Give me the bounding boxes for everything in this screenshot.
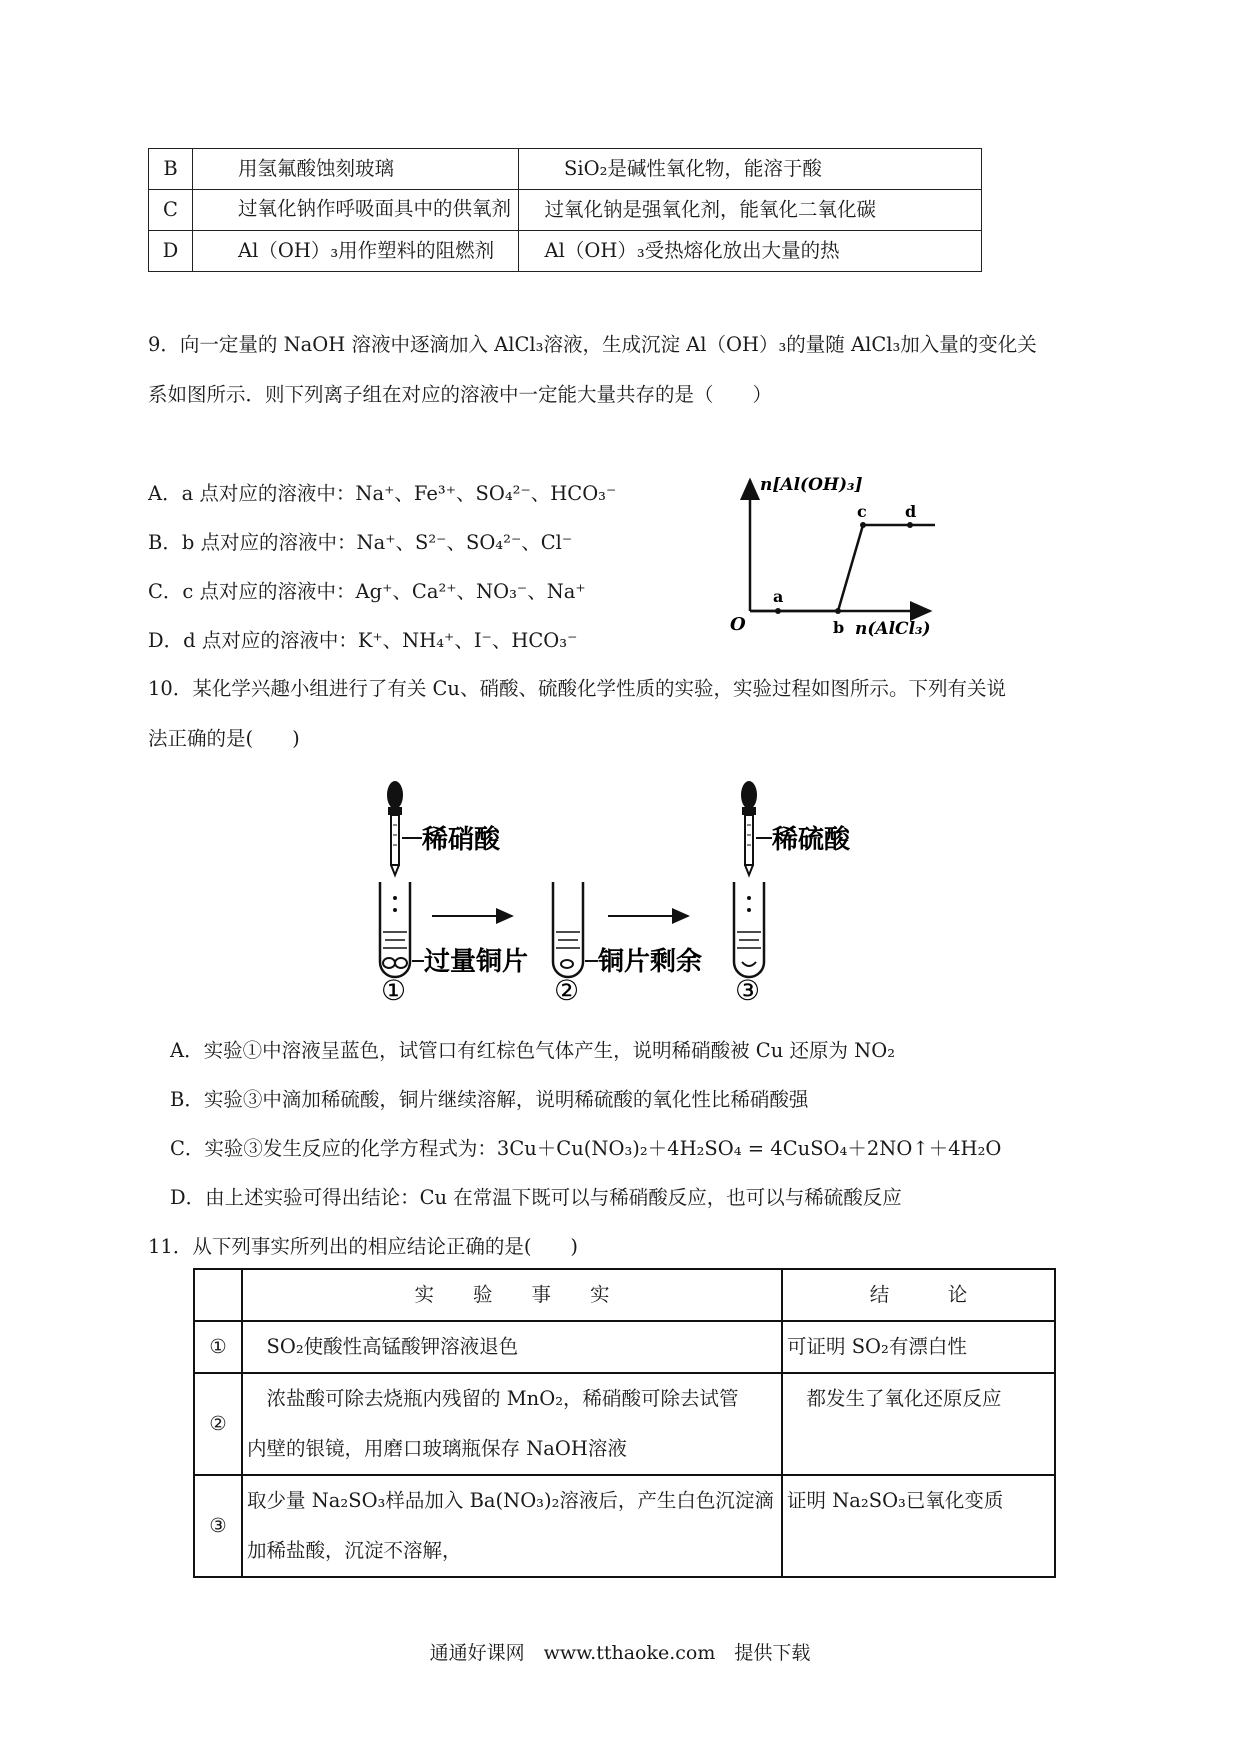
table-row	[149, 149, 982, 190]
q10-option-b: B．实验③中滴加稀硫酸，铜片继续溶解，说明稀硫酸的氧化性比稀硝酸强	[170, 1088, 809, 1111]
test-tube-1	[380, 882, 410, 977]
q9-option-c: C．c 点对应的溶液中：Ag⁺、Ca²⁺、NO₃⁻、Na⁺	[148, 580, 586, 603]
q10-experiment-figure	[370, 780, 890, 1005]
q10-option-c: C．实验③发生反应的化学方程式为：3Cu＋Cu(NO₃)₂＋4H₂SO₄ = 4CuSO₄＋2NO↑＋4H₂O	[170, 1137, 1002, 1160]
fact-cell: 取少量 Na₂SO₃样品加入 Ba(NO₃)₂溶液后，产生白色沉淀滴 加稀盐酸，沉淀不溶解，	[242, 1475, 782, 1577]
dropper-2	[741, 781, 757, 875]
reason-cell: 过氧化钠是强氧化剂，能氧化二氧化碳	[519, 190, 982, 231]
label-dilute-nitric-acid: 稀硝酸	[422, 825, 501, 855]
q9-option-d: D．d 点对应的溶液中：K⁺、NH₄⁺、I⁻、HCO₃⁻	[148, 629, 578, 652]
option-letter: C	[149, 190, 193, 231]
y-axis-label: n[Al(OH)₃]	[760, 475, 863, 495]
table-row	[194, 1475, 1055, 1577]
fact-cell: 浓盐酸可除去烧瓶内残留的 MnO₂，稀硝酸可除去试管 内壁的银镜，用磨口玻璃瓶保存 NaOH溶液	[242, 1373, 782, 1475]
test-tube-3	[734, 882, 764, 977]
label-d: d	[905, 502, 917, 521]
row-num: ②	[194, 1373, 242, 1475]
table-row	[149, 231, 982, 272]
q9-option-a: A．a 点对应的溶液中：Na⁺、Fe³⁺、SO₄²⁻、HCO₃⁻	[148, 482, 617, 505]
q10-option-d: D．由上述实验可得出结论：Cu 在常温下既可以与稀硝酸反应，也可以与稀硫酸反应	[170, 1186, 902, 1209]
point-b	[835, 608, 841, 614]
header-fact: 实 验 事 实	[242, 1269, 782, 1321]
option-letter: D	[149, 231, 193, 272]
dropper-1	[387, 781, 403, 875]
conclusion-cell: 都发生了氧化还原反应	[782, 1373, 1055, 1475]
step-2-label: ②	[554, 974, 580, 1005]
point-d	[907, 522, 913, 528]
label-b: b	[833, 618, 845, 637]
application-cell: 过氧化钠作呼吸面具中的供氧剂	[193, 190, 519, 231]
table-row	[194, 1321, 1055, 1373]
q9-graph	[730, 470, 960, 640]
reason-cell: SiO₂是碱性氧化物，能溶于酸	[519, 149, 982, 190]
fact-cell: SO₂使酸性高锰酸钾溶液退色	[242, 1321, 782, 1373]
conclusion-cell: 证明 Na₂SO₃已氧化变质	[782, 1475, 1055, 1577]
step-1-label: ①	[381, 974, 407, 1005]
application-cell: 用氢氟酸蚀刻玻璃	[193, 149, 519, 190]
table-q11	[193, 1268, 1056, 1578]
table-header-row	[194, 1269, 1055, 1321]
table-row	[194, 1373, 1055, 1475]
row-num: ①	[194, 1321, 242, 1373]
page-footer: 通通好课网 www.tthaoke.com 提供下载	[429, 1642, 811, 1664]
header-conclusion: 结 论	[782, 1269, 1055, 1321]
reason-cell: Al（OH）₃受热熔化放出大量的热	[519, 231, 982, 272]
x-axis-label: n(AlCl₃)	[855, 619, 931, 639]
table-q8-options	[148, 148, 982, 272]
q10-stem-line1: 10．某化学兴趣小组进行了有关 Cu、硝酸、硫酸化学性质的实验，实验过程如图所示。下列有关说	[148, 677, 1006, 700]
q9-option-b: B．b 点对应的溶液中：Na⁺、S²⁻、SO₄²⁻、Cl⁻	[148, 531, 573, 554]
test-tube-2	[553, 882, 583, 977]
option-letter: B	[149, 149, 193, 190]
row-num: ③	[194, 1475, 242, 1577]
label-copper-remaining: 铜片剩余	[598, 947, 703, 977]
point-c	[860, 522, 866, 528]
table-row	[149, 190, 982, 231]
label-a: a	[773, 587, 784, 606]
point-a	[775, 608, 781, 614]
step-3-label: ③	[735, 974, 761, 1005]
q10-option-a: A．实验①中溶液呈蓝色，试管口有红棕色气体产生，说明稀硝酸被 Cu 还原为 NO₂	[170, 1039, 896, 1062]
label-dilute-sulfuric-acid: 稀硫酸	[772, 825, 851, 855]
q11-stem: 11．从下列事实所列出的相应结论正确的是( )	[148, 1235, 579, 1258]
label-c: c	[857, 502, 867, 521]
conclusion-cell: 可证明 SO₂有漂白性	[782, 1321, 1055, 1373]
label-excess-copper: 过量铜片	[424, 947, 529, 977]
q9-stem-line2: 系如图所示．则下列离子组在对应的溶液中一定能大量共存的是（ ）	[148, 383, 773, 406]
q9-stem-line1: 9．向一定量的 NaOH 溶液中逐滴加入 AlCl₃溶液，生成沉淀 Al（OH）₃的量随 AlCl₃加入量的变化关	[148, 333, 1037, 356]
q10-stem-line2: 法正确的是( )	[148, 727, 300, 750]
header-num	[194, 1269, 242, 1321]
origin-label: O	[730, 614, 746, 635]
application-cell: Al（OH）₃用作塑料的阻燃剂	[193, 231, 519, 272]
